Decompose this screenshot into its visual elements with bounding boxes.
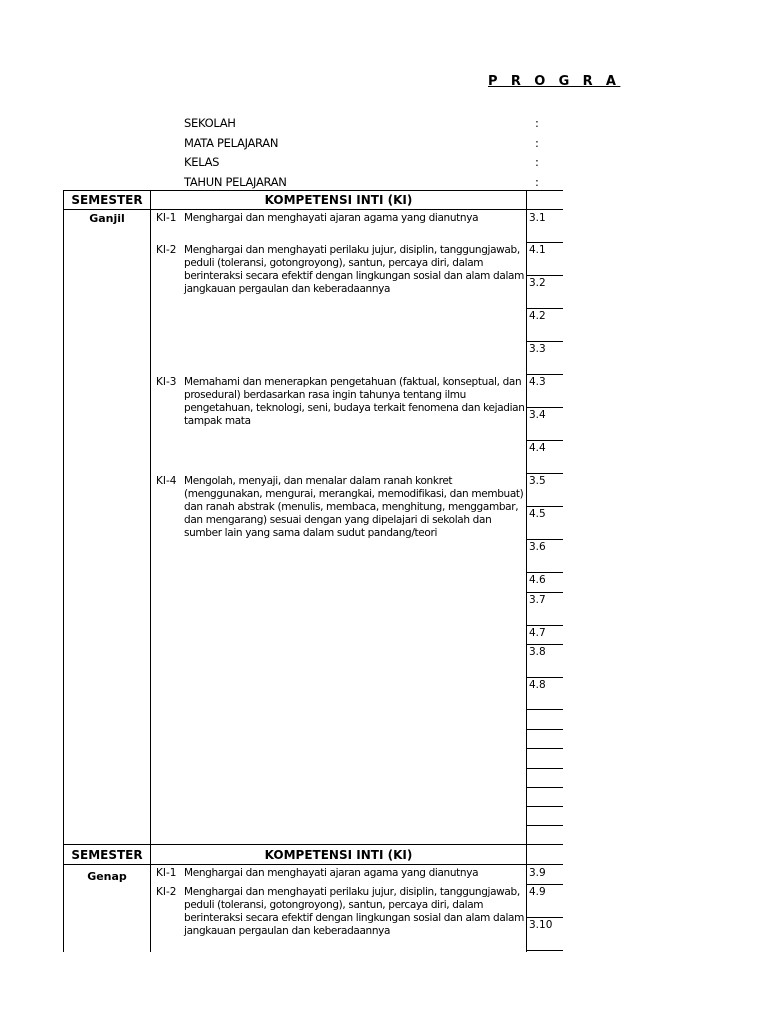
kd-row-divider — [526, 806, 563, 807]
kd-code: 4.1 — [529, 244, 546, 256]
semester-ganjil: Ganjil — [89, 212, 125, 225]
kd-code: 4.5 — [529, 508, 546, 520]
meta-label-mata-pelajaran: MATA PELAJARAN — [184, 136, 279, 150]
kd-code: 3.8 — [529, 646, 546, 658]
semester-genap: Genap — [87, 870, 127, 883]
kd-row-divider — [526, 440, 563, 441]
kd-row-divider — [526, 677, 563, 678]
header-divider — [63, 209, 563, 210]
semester-header: SEMESTER — [71, 193, 143, 207]
meta-colon: : — [535, 136, 539, 150]
ki-text: Menghargai dan menghayati ajaran agama yang dianutnya — [184, 867, 479, 879]
kd-row-divider — [526, 950, 563, 951]
kd-row-divider — [526, 917, 563, 918]
kd-row-divider — [526, 625, 563, 626]
kd-row-divider — [526, 374, 563, 375]
ki-code: KI-1 — [156, 867, 177, 879]
meta-colon: : — [535, 175, 539, 189]
ki-text: Menghargai dan menghayati ajaran agama yang dianutnya — [184, 212, 479, 224]
kd-row-divider — [526, 341, 563, 342]
kd-code: 3.5 — [529, 475, 546, 487]
kd-row-divider — [526, 884, 563, 885]
ki-text: Mengolah, menyaji, dan menalar dalam ranah konkret (menggunakan, mengurai, merangkai, memodifikasi, dan membuat) dan ranah abstrak (menulis, membaca, menghitung, menggambar, dan mengarang) sesuai dengan yang dipelajari di sekolah dan sumber lain yang sama dalam sudut pandang/teori — [184, 475, 524, 539]
kd-row-divider — [526, 473, 563, 474]
ki-code: KI-2 — [156, 244, 177, 256]
table-border-left — [63, 190, 64, 952]
kd-code: 3.10 — [529, 919, 553, 931]
meta-label-sekolah: SEKOLAH — [184, 116, 236, 130]
kd-code: 4.8 — [529, 679, 546, 691]
kd-row-divider — [526, 787, 563, 788]
kd-row-divider — [526, 506, 563, 507]
kd-row-divider — [526, 275, 563, 276]
kd-row-divider — [526, 592, 563, 593]
kd-row-divider — [526, 748, 563, 749]
kd-row-divider — [526, 709, 563, 710]
table-border-top — [63, 190, 563, 191]
kd-code: 3.9 — [529, 867, 546, 879]
header-divider — [63, 864, 563, 865]
kd-code: 4.2 — [529, 310, 546, 322]
ki-text: Menghargai dan menghayati perilaku jujur, disiplin, tanggungjawab, peduli (toleransi, gotongroyong), santun, percaya diri, dalam berinteraksi secara efektif dengan lingkungan sosial dan alam dalam jangkauan pergaulan dan keberadaannya — [184, 886, 524, 937]
kd-code: 4.3 — [529, 376, 546, 388]
document-title: P R O G R A — [488, 74, 621, 89]
ki-text: Memahami dan menerapkan pengetahuan (faktual, konseptual, dan prosedural) berdasarkan rasa ingin tahunya tentang ilmu pengetahuan, teknologi, seni, budaya terkait fenomena dan kejadian tampak mata — [184, 376, 525, 427]
kd-code: 3.2 — [529, 277, 546, 289]
ki-code: KI-1 — [156, 212, 177, 224]
meta-colon: : — [535, 155, 539, 169]
kd-row-divider — [526, 825, 563, 826]
kd-code: 4.4 — [529, 442, 546, 454]
meta-label-tahun-pelajaran: TAHUN PELAJARAN — [184, 175, 287, 189]
ki-code: KI-3 — [156, 376, 177, 388]
kd-row-divider — [526, 768, 563, 769]
kd-row-divider — [526, 644, 563, 645]
section-divider — [63, 844, 563, 845]
ki-header: KOMPETENSI INTI (KI) — [264, 848, 413, 862]
semester-column-divider — [150, 190, 151, 952]
kd-row-divider — [526, 407, 563, 408]
kd-code: 3.4 — [529, 409, 546, 421]
kd-code: 4.6 — [529, 574, 546, 586]
ki-code: KI-4 — [156, 475, 177, 487]
kd-row-divider — [526, 729, 563, 730]
kd-code: 3.1 — [529, 212, 546, 224]
meta-label-kelas: KELAS — [184, 155, 220, 169]
kd-code: 3.3 — [529, 343, 546, 355]
kd-row-divider — [526, 308, 563, 309]
kd-code: 3.7 — [529, 594, 546, 606]
ki-header: KOMPETENSI INTI (KI) — [264, 193, 413, 207]
kd-code: 4.9 — [529, 886, 546, 898]
kd-code: 4.7 — [529, 627, 546, 639]
ki-text: Menghargai dan menghayati perilaku jujur, disiplin, tanggungjawab, peduli (toleransi, gotongroyong), santun, percaya diri, dalam berinteraksi secara efektif dengan lingkungan sosial dan alam dalam jangkauan pergaulan dan keberadaannya — [184, 244, 524, 295]
semester-header: SEMESTER — [71, 848, 143, 862]
kd-row-divider — [526, 242, 563, 243]
kd-column-divider — [526, 190, 527, 952]
kd-code: 3.6 — [529, 541, 546, 553]
kd-row-divider — [526, 539, 563, 540]
kd-row-divider — [526, 572, 563, 573]
meta-colon: : — [535, 116, 539, 130]
ki-code: KI-2 — [156, 886, 177, 898]
